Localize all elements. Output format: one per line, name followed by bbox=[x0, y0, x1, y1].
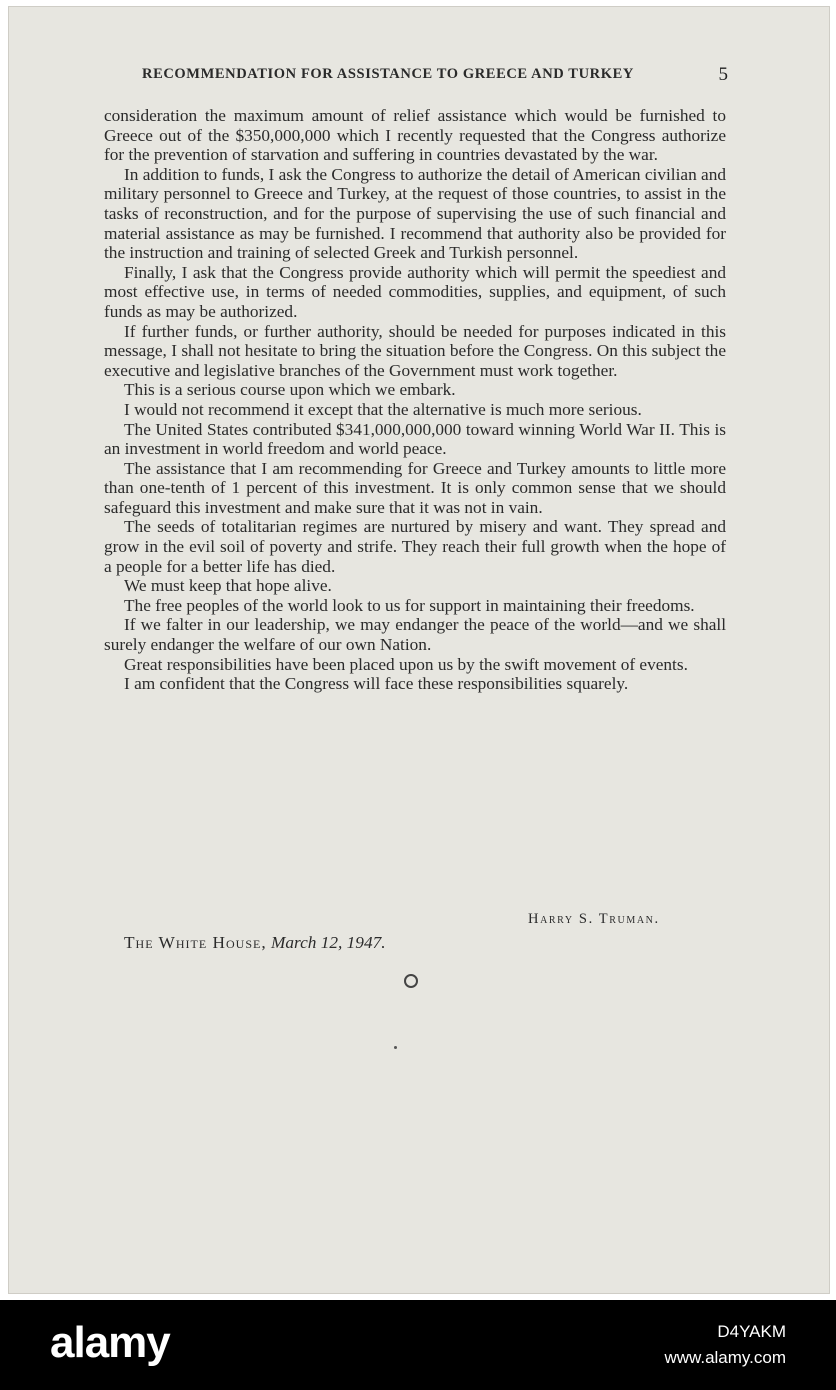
dateline bbox=[124, 933, 386, 953]
paragraph: This is a serious course upon which we embark. bbox=[124, 380, 456, 400]
paragraph: Finally, I ask that the Congress provide authority which will permit the speediest and most effective use, in terms of needed commodities, supplies, and equipment, of such funds as may be authorized. bbox=[104, 262, 726, 321]
paragraph: The United States contributed $341,000,000,000 toward winning World War II. This is an investment in world freedom and world peace. bbox=[104, 419, 726, 459]
paragraph: I would not recommend it except that the alternative is much more serious. bbox=[124, 399, 642, 419]
message-body bbox=[104, 106, 726, 694]
dateline-place: The White House, bbox=[124, 933, 267, 952]
dateline-date: March 12, 1947. bbox=[270, 933, 386, 952]
paragraph: I am confident that the Congress will face these responsibilities squarely. bbox=[124, 674, 629, 694]
paragraph: If we falter in our leadership, we may endanger the peace of the world—and we shall surely endanger the welfare of our own Nation. bbox=[104, 615, 726, 655]
paragraph: In addition to funds, I ask the Congress to authorize the detail of American civilian and military personnel to Greece and Turkey, at the request of those countries, to assist in the tasks of reconstruction, and for the purpose of supervising the use of such financial and material assistance as may be furnished. I recommend that authority also be provided for the instruction and training of selected Greek and Turkish personnel. bbox=[104, 164, 726, 263]
end-mark-circle bbox=[404, 974, 418, 988]
paragraph: The assistance that I am recommending for Greece and Turkey amounts to little more than one-tenth of 1 percent of this investment. It is only common sense that we should safeguard this investment and make sure that it was not in vain. bbox=[104, 458, 726, 517]
brand-logo: alamy bbox=[50, 1318, 170, 1367]
watermark-url: www.alamy.com bbox=[664, 1348, 786, 1367]
paragraph: The seeds of totalitarian regimes are nurtured by misery and want. They spread and grow in the evil soil of poverty and strife. They reach their full growth when the hope of a people for a better life has died. bbox=[104, 517, 726, 576]
paragraph: If further funds, or further authority, should be needed for purposes indicated in this message, I shall not hesitate to bring the situation before the Congress. On this subject the executive and legislative branches of the Government must work together. bbox=[104, 321, 726, 380]
image-id: D4YAKM bbox=[717, 1322, 786, 1341]
signature: Harry S. Truman. bbox=[528, 911, 660, 927]
running-head: RECOMMENDATION FOR ASSISTANCE TO GREECE AND TURKEY bbox=[142, 66, 634, 82]
paragraph: The free peoples of the world look to us for support in maintaining their freedoms. bbox=[124, 595, 695, 615]
paragraph: We must keep that hope alive. bbox=[124, 576, 332, 596]
paragraph: consideration the maximum amount of relief assistance which would be furnished to Greece out of the $350,000,000 which I recently requested that the Congress authorize for the prevention of starvation and suffering in countries devastated by the war. bbox=[104, 106, 726, 165]
print-speck bbox=[394, 1046, 397, 1049]
paragraph: Great responsibilities have been placed upon us by the swift movement of events. bbox=[124, 654, 688, 674]
page-number: 5 bbox=[718, 64, 728, 85]
